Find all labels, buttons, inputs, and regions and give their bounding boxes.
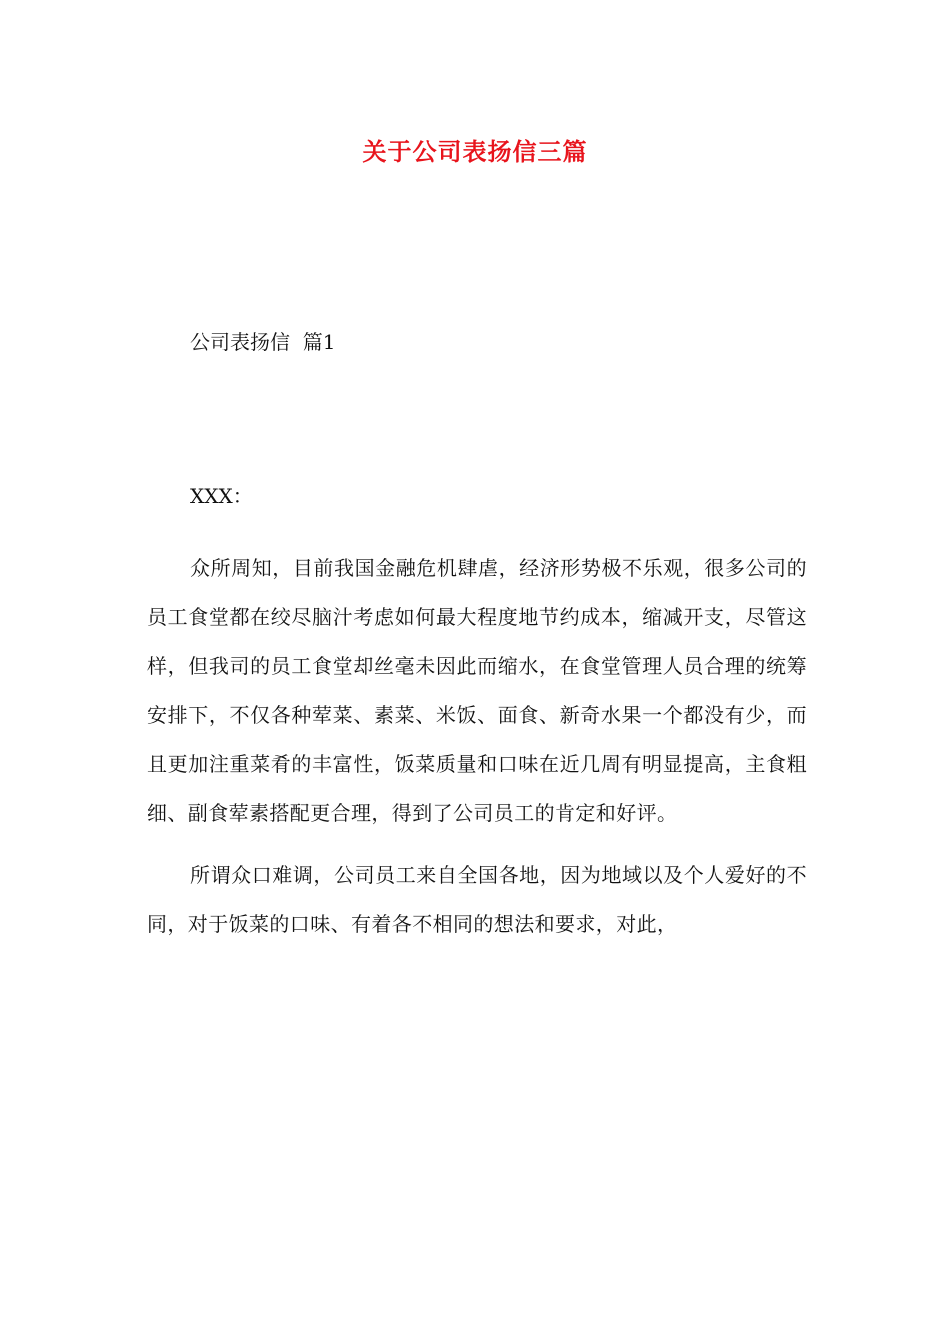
paragraph-1: 众所周知，目前我国金融危机肆虐，经济形势极不乐观，很多公司的员工食堂都在绞尽脑汁考虑如何最大程度地节约成本，缩减开支，尽管这样，但我司的员工食堂却丝毫未因此而缩水，在食堂管理人员合理的统筹安排下，不仅各种荤菜、素菜、米饭、面食、新奇水果一个都没有少，而且更加注重菜肴的丰富性，饭菜质量和口味在近几周有明显提高，主食粗细、副食荤素搭配更合理，得到了公司员工的肯定和好评。 bbox=[147, 556, 807, 825]
section-heading: 公司表扬信 篇1 bbox=[190, 330, 336, 354]
document-title: 关于公司表扬信三篇 bbox=[362, 138, 588, 166]
paragraph-2: 所谓众口难调，公司员工来自全国各地，因为地域以及个人爱好的不同，对于饭菜的口味、有着各不相同的想法和要求，对此， bbox=[147, 863, 807, 936]
salutation: XXX： bbox=[190, 484, 253, 508]
letter-body bbox=[147, 544, 807, 949]
